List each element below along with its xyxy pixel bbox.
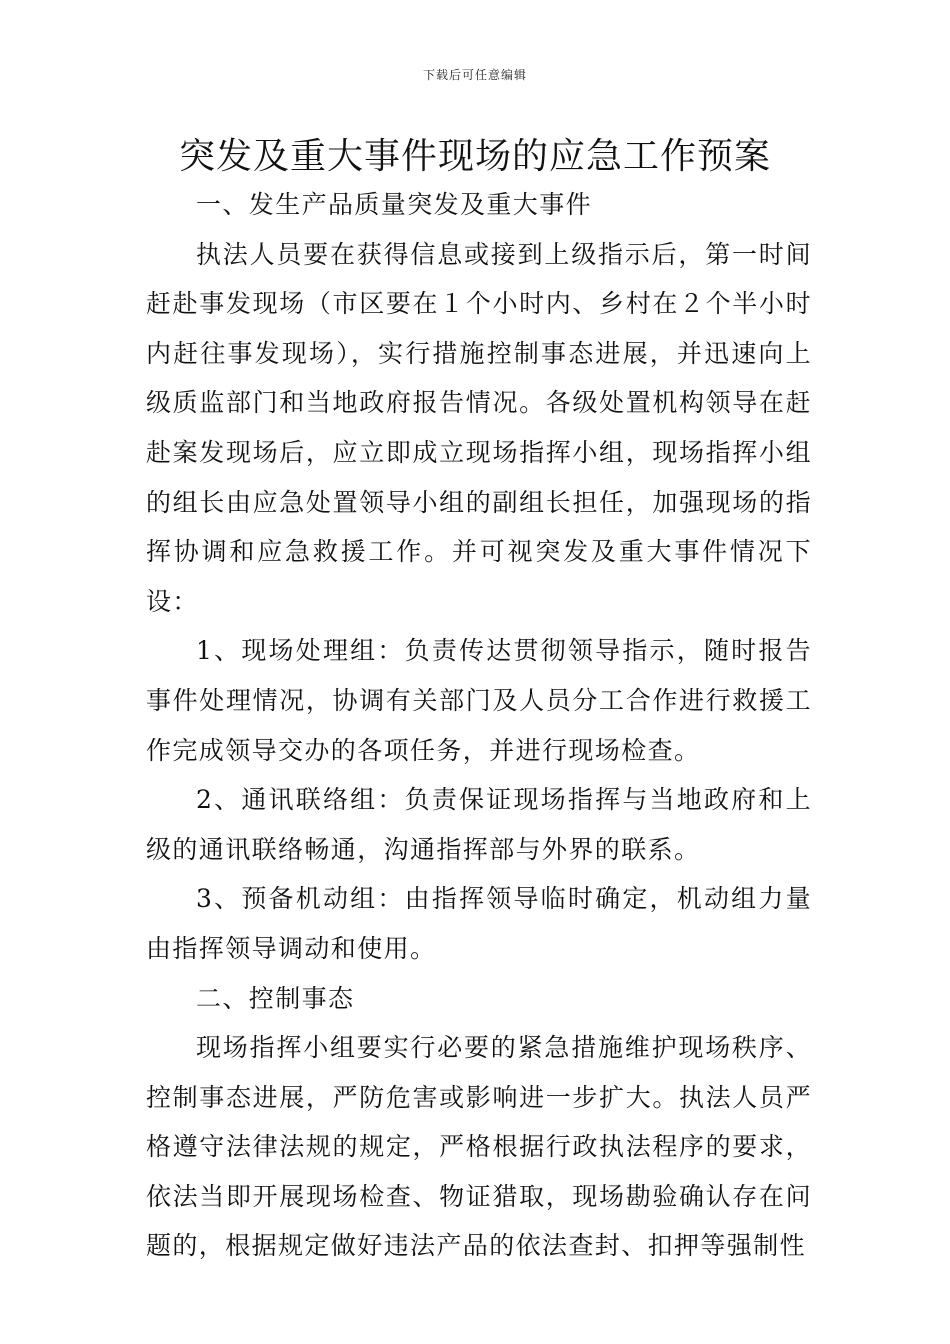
section-2-paragraph: 现场指挥小组要实行必要的紧急措施维护现场秩序、控制事态进展，严防危害或影响进一步扩大。执法人员严格遵守法律法规的规定，严格根据行政执法程序的要求，依法当即开展现场检查、物证猎取，现场勘验确认存在问题的，根据规定做好违法产品的依法查封、扣押等强制性 <box>146 1033 812 1261</box>
list-item-3: 3、预备机动组：由指挥领导临时确定，机动组力量由指挥领导调动和使用。 <box>146 884 812 963</box>
document-title: 突发及重大事件现场的应急工作预案 <box>178 136 771 177</box>
document-body <box>146 180 812 1271</box>
section-1-paragraph: 执法人员要在获得信息或接到上级指示后，第一时间赶赴事发现场（市区要在１个小时内、乡村在２个半小时内赶往事发现场），实行措施控制事态进展，并迅速向上级质监部门和当地政府报告情况。各级处置机构领导在赶赴案发现场后，应立即成立现场指挥小组，现场指挥小组的组长由应急处置领导小组的副组长担任，加强现场的指挥协调和应急救援工作。并可视突发及重大事件情况下设： <box>146 239 812 616</box>
section-heading-2: 二、控制事态 <box>196 983 355 1013</box>
list-item-1: 1、现场处理组：负责传达贯彻领导指示，随时报告事件处理情况，协调有关部门及人员分工合作进行救援工作完成领导交办的各项任务，并进行现场检查。 <box>146 636 812 765</box>
header-note: 下载后可任意编辑 <box>422 68 527 82</box>
list-item-2: 2、通讯联络组：负责保证现场指挥与当地政府和上级的通讯联络畅通，沟通指挥部与外界的联系。 <box>146 785 812 864</box>
section-heading-1: 一、发生产品质量突发及重大事件 <box>196 190 593 219</box>
